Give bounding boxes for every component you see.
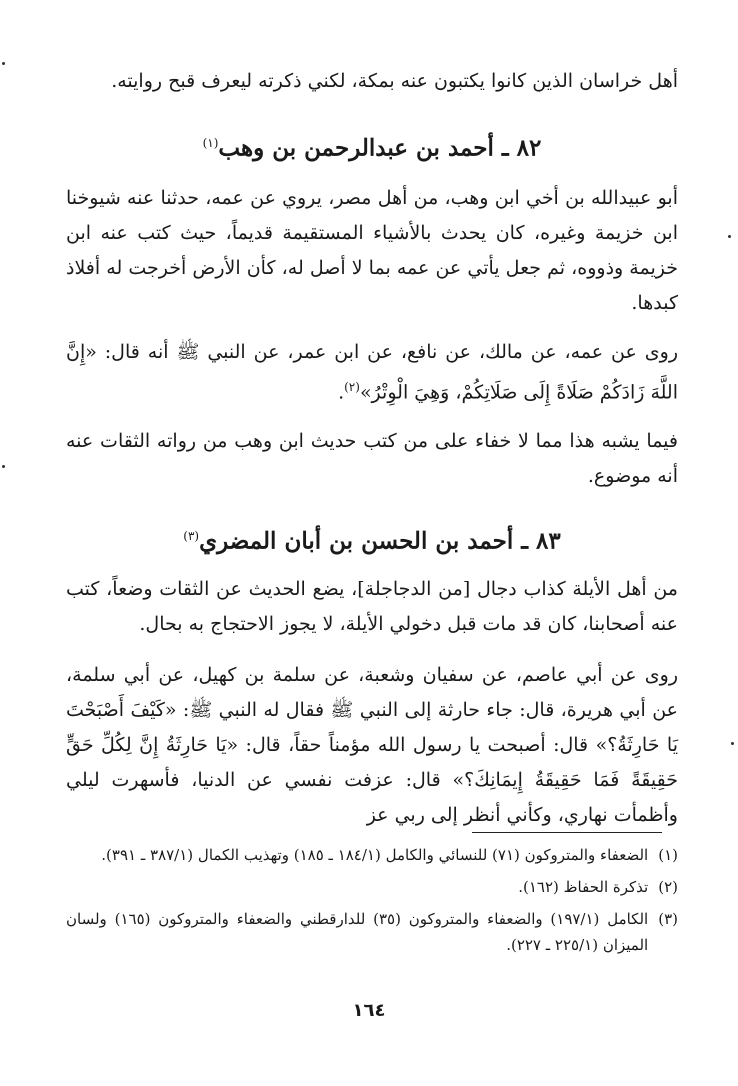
footnote-3-number: (٣) (658, 910, 678, 928)
entry-82-narration (66, 335, 678, 410)
footnote-2 (66, 874, 678, 900)
entry-83-narration-part1: روى عن أبي عاصم، عن سفيان وشعبة، عن سلمة بن كهيل، عن أبي سلمة، عن أبي هريرة، قال: جاء حارثة إلى النبي ﷺ فقال له النبي ﷺ: (66, 663, 678, 721)
entry-83-narration-part2: قال: أصبحت يا رسول الله مؤمناً حقاً، قال: (238, 733, 596, 756)
entry-83-bio (66, 572, 678, 642)
intro-text: أهل خراسان الذين كانوا يكتبون عنه بمكة، لكني ذكرته ليعرف قبح روايته. (111, 70, 678, 92)
footnote-separator (472, 832, 662, 833)
entry-82-heading (66, 125, 678, 167)
entry-82-comment-text: فيما يشبه هذا مما لا خفاء على من كتب حديث ابن وهب من رواته الثقات عنه أنه موضوع. (66, 429, 678, 487)
footnote-3-text: الكامل (١٩٧/١) والضعفاء والمتروكون (٣٥) للدارقطني والضعفاء والمتروكون (١٦٥) ولسان الميزان (٢٢٥/١ ـ ٢٢٧). (66, 910, 649, 954)
footnotes-section (66, 842, 678, 958)
entry-83-bio-text: من أهل الأيلة كذاب دجال [من الدجاجلة]، يضع الحديث عن الثقات وضعاً، كتب عنه أصحابنا، كان قد مات قبل دخولي الأيلة، لا يجوز الاحتجاج به بحال. (66, 577, 678, 635)
entry-82-footnote-ref: (١) (202, 136, 219, 150)
entry-82-comment (66, 424, 678, 494)
page-number: ١٦٤ (352, 1000, 386, 1021)
entry-82-hadith-quote: «إِنَّ اللَّهَ زَادَكُمْ صَلَاةً إِلَى صَلَاتِكُمْ، وَهِيَ الْوِتْرُ» (66, 340, 678, 403)
intro-paragraph (66, 64, 678, 99)
entry-82-narration-footnote-ref: (٢) (344, 379, 360, 394)
entry-83-heading (66, 518, 678, 560)
footnote-1-text: الضعفاء والمتروكون (٧١) للنسائي والكامل (١٨٤/١ ـ ١٨٥) وتهذيب الكمال (٣٨٧/١ ـ ٣٩١). (101, 846, 649, 864)
footnote-1 (66, 842, 678, 868)
entry-83-title: ٨٣ ـ أحمد بن الحسن بن أبان المضري (199, 527, 561, 555)
entry-82-title: ٨٢ ـ أحمد بن عبدالرحمن بن وهب (218, 134, 542, 162)
footnote-2-text: تذكرة الحفاظ (١٦٢). (518, 878, 649, 896)
entry-82-bio-text: أبو عبيدالله بن أخي ابن وهب، من أهل مصر، يروي عن عمه، حدثنا عنه شيوخنا ابن خزيمة وغيره، كان يحدث بالأشياء المستقيمة قديماً، حيث كتب عنه ابن خزيمة وذووه، ثم جعل يأتي عن عمه بما لا أصل له، كأن الأرض أخرجت له أفلاذ كبدها. (66, 186, 678, 314)
footnote-3 (66, 906, 678, 958)
entry-83-hadith-quote-2: «يَا حَارِثَةُ إِنَّ لِكُلِّ حَقٍّ حَقِيقَةً فَمَا حَقِيقَةُ إِيمَانِكَ؟» (66, 733, 678, 791)
entry-82-narration-end: . (338, 380, 345, 403)
scan-edge-mark-lower (731, 742, 734, 745)
entry-83-hadith-quote-1: «كَيْفَ أَصْبَحْتَ يَا حَارِثَةُ؟» (66, 698, 678, 756)
scan-edge-mark-upper (728, 235, 731, 238)
entry-82-bio (66, 181, 678, 321)
entry-83-narration-part3: قال: عزفت نفسي عن الدنيا، فأسهرت ليلي وأظمأت نهاري، وكأني أنظر إلى ربي عز (66, 768, 678, 826)
scan-edge-mark-top (2, 62, 5, 65)
scan-edge-mark-middle (2, 465, 5, 468)
footnote-1-number: (١) (658, 846, 678, 864)
entry-83-footnote-ref: (٣) (183, 528, 200, 543)
entry-83-narration (66, 658, 678, 833)
entry-82-narration-intro: روى عن عمه، عن مالك، عن نافع، عن ابن عمر، عن النبي ﷺ أنه قال: (96, 340, 678, 363)
footnote-2-number: (٢) (658, 878, 678, 896)
